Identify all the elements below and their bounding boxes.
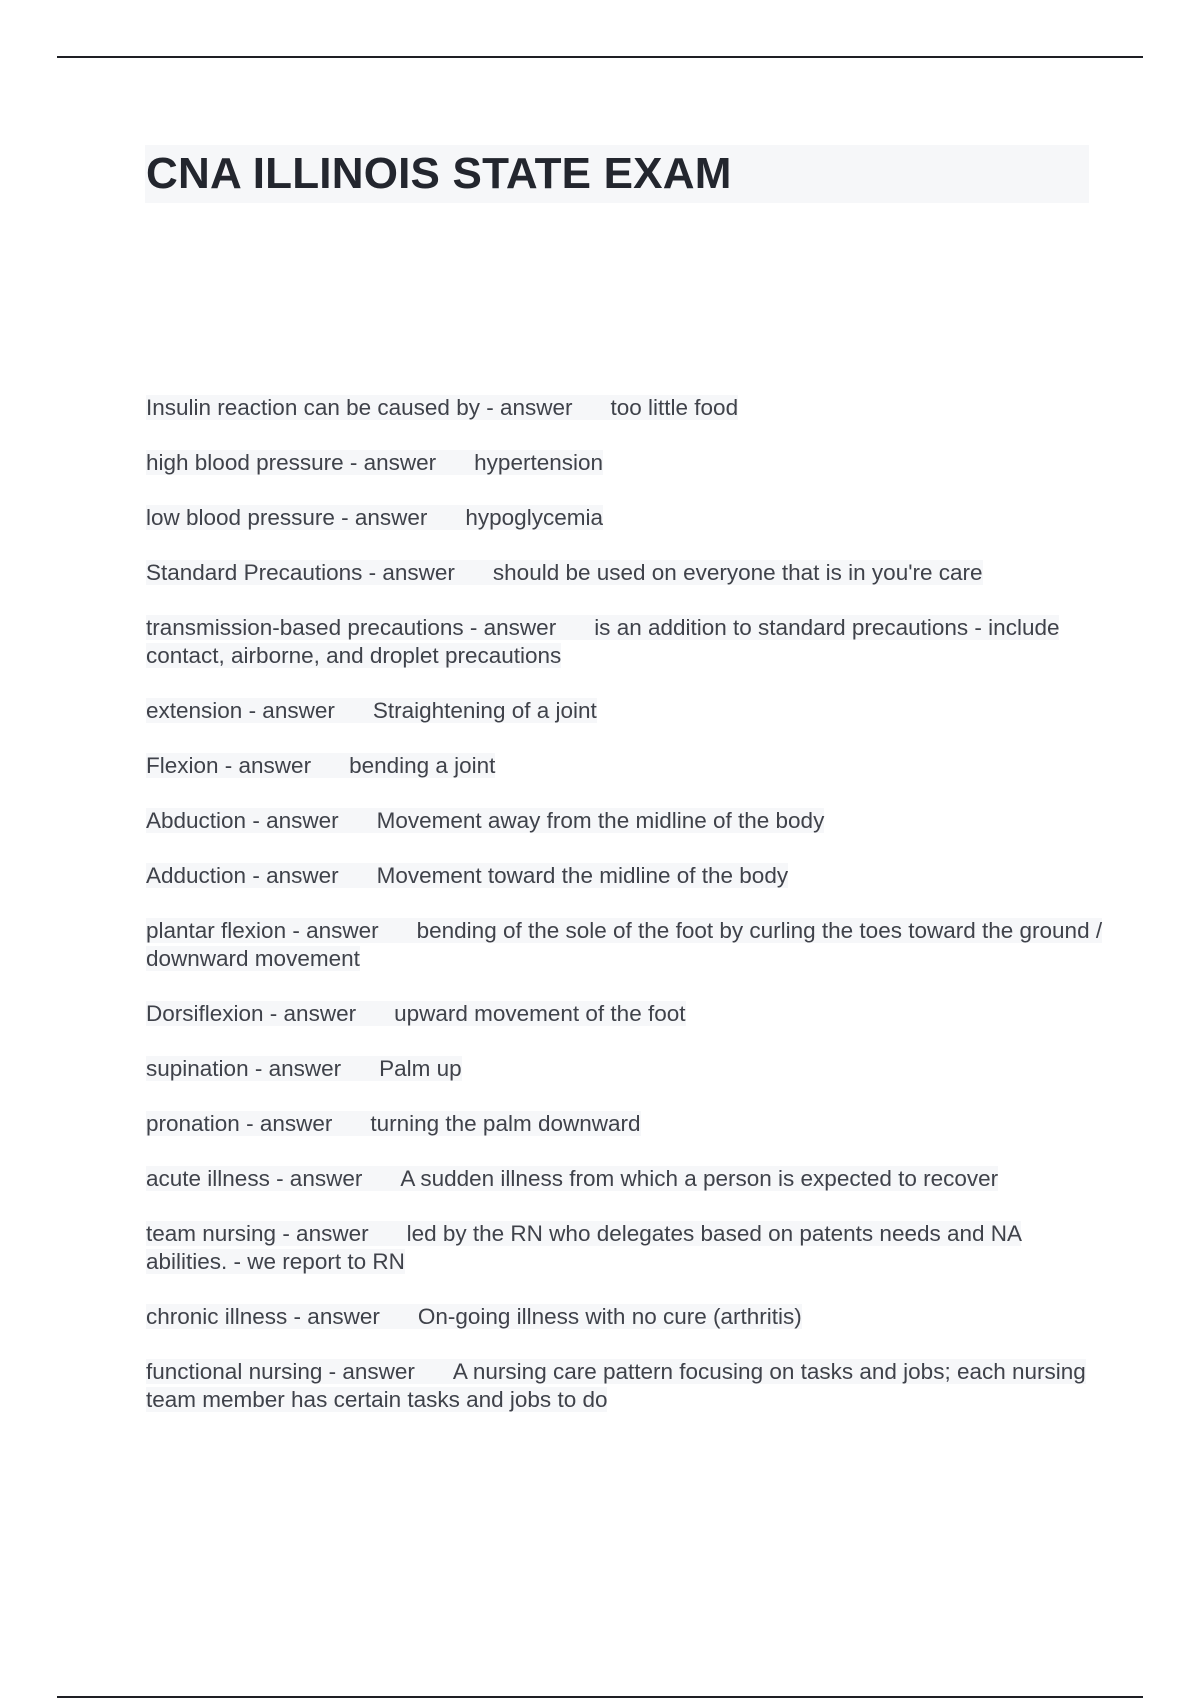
qa-term: pronation - answer <box>146 1111 333 1136</box>
qa-item <box>146 1165 1106 1193</box>
qa-item <box>146 1220 1106 1276</box>
qa-answer: led by the RN who delegates based on patents needs and NA abilities. - we report to RN <box>146 1221 1021 1274</box>
qa-item <box>146 862 1106 890</box>
qa-answer: hypoglycemia <box>465 505 603 530</box>
qa-term: low blood pressure - answer <box>146 505 428 530</box>
qa-item <box>146 1055 1106 1083</box>
qa-term: Adduction - answer <box>146 863 339 888</box>
qa-answer: hypertension <box>474 450 604 475</box>
qa-answer: On-going illness with no cure (arthritis) <box>417 1304 802 1329</box>
qa-answer: A sudden illness from which a person is expected to recover <box>400 1166 999 1191</box>
page-title: CNA ILLINOIS STATE EXAM <box>146 149 732 198</box>
qa-answer: Movement away from the midline of the body <box>376 808 825 833</box>
qa-term: Flexion - answer <box>146 753 312 778</box>
qa-answer: upward movement of the foot <box>394 1001 686 1026</box>
qa-item <box>146 1303 1106 1331</box>
top-rule <box>57 56 1143 58</box>
qa-term: supination - answer <box>146 1056 342 1081</box>
qa-answer: turning the palm downward <box>370 1111 641 1136</box>
qa-item <box>146 807 1106 835</box>
qa-term: chronic illness - answer <box>146 1304 380 1329</box>
qa-term: high blood pressure - answer <box>146 450 437 475</box>
qa-item <box>146 752 1106 780</box>
qa-term: transmission-based precautions - answer <box>146 615 557 640</box>
qa-item <box>146 614 1106 670</box>
qa-item <box>146 559 1106 587</box>
qa-item <box>146 1358 1106 1414</box>
qa-term: functional nursing - answer <box>146 1359 415 1384</box>
qa-term: Insulin reaction can be caused by - answer <box>146 395 573 420</box>
qa-list <box>146 394 1106 1441</box>
qa-item <box>146 917 1106 973</box>
qa-item <box>146 1000 1106 1028</box>
qa-item <box>146 394 1106 422</box>
qa-term: extension - answer <box>146 698 335 723</box>
qa-answer: too little food <box>610 395 739 420</box>
qa-answer: is an addition to standard precautions - include contact, airborne, and droplet precautions <box>146 615 1060 668</box>
qa-answer: bending of the sole of the foot by curling the toes toward the ground / downward movement <box>146 918 1103 971</box>
qa-answer: Movement toward the midline of the body <box>376 863 789 888</box>
qa-term: Dorsiflexion - answer <box>146 1001 357 1026</box>
qa-answer: Palm up <box>379 1056 462 1081</box>
qa-answer: should be used on everyone that is in you're care <box>492 560 983 585</box>
qa-item <box>146 504 1106 532</box>
qa-term: Abduction - answer <box>146 808 339 833</box>
bottom-rule <box>57 1696 1143 1698</box>
qa-term: team nursing - answer <box>146 1221 369 1246</box>
qa-item <box>146 1110 1106 1138</box>
qa-term: plantar flexion - answer <box>146 918 379 943</box>
qa-item <box>146 449 1106 477</box>
qa-answer: Straightening of a joint <box>372 698 597 723</box>
qa-item <box>146 697 1106 725</box>
qa-term: Standard Precautions - answer <box>146 560 455 585</box>
qa-answer: A nursing care pattern focusing on tasks and jobs; each nursing team member has certain tasks and jobs to do <box>146 1359 1086 1412</box>
qa-term: acute illness - answer <box>146 1166 363 1191</box>
qa-answer: bending a joint <box>349 753 496 778</box>
